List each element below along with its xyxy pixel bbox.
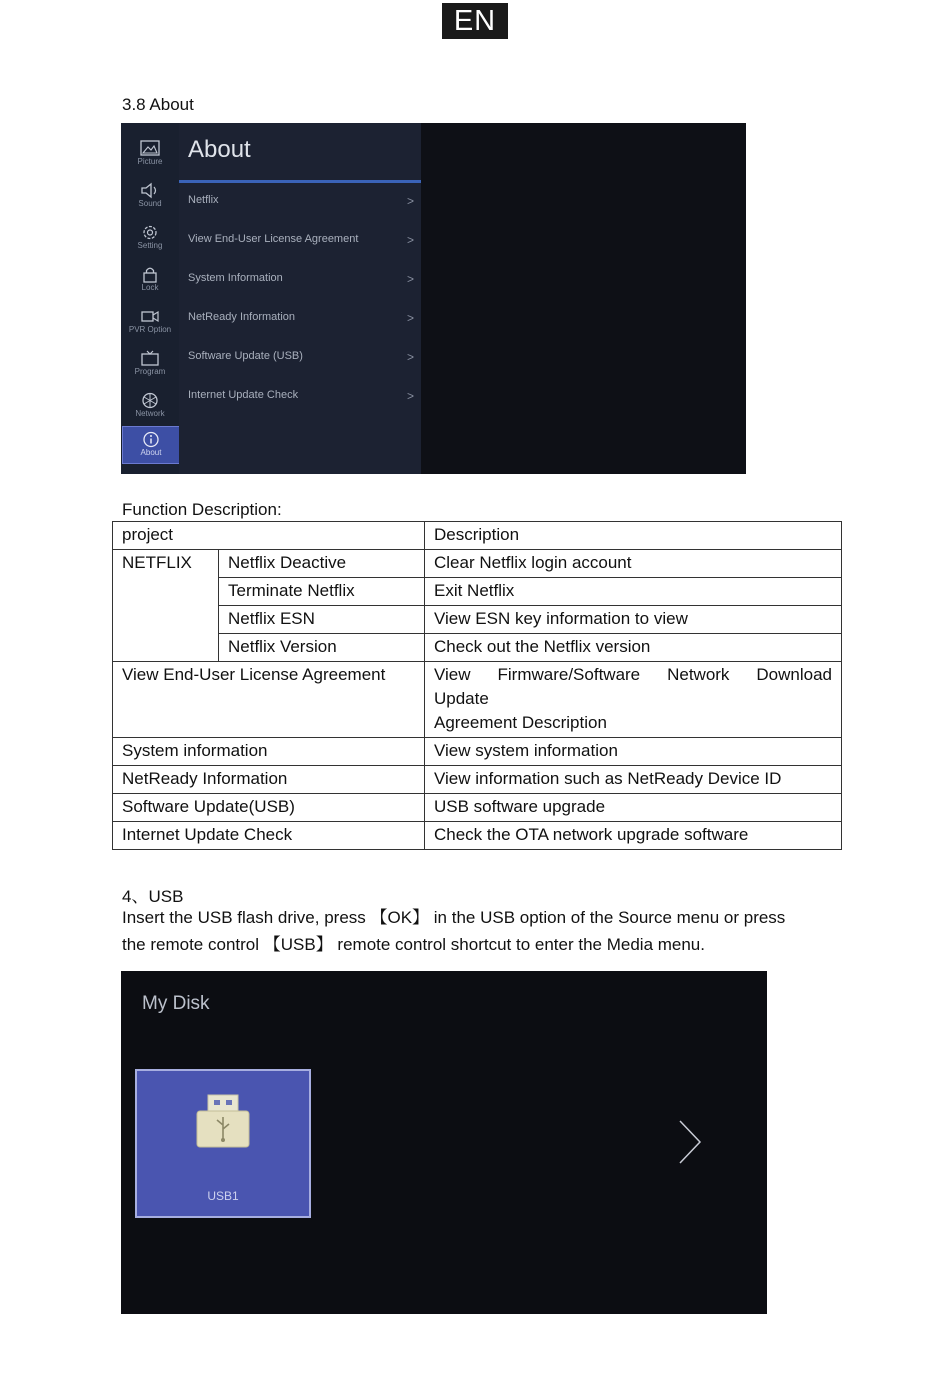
table-cell: View End-User License Agreement — [113, 662, 425, 738]
table-cell: Netflix ESN — [219, 606, 425, 634]
about-panel — [179, 123, 421, 474]
lock-icon — [140, 266, 160, 283]
chevron-right-icon: > — [406, 350, 414, 364]
table-cell: View system information — [425, 738, 842, 766]
usb-drive-icon — [194, 1093, 252, 1151]
menu-item-label: View End-User License Agreement — [188, 233, 359, 245]
header-project: project — [113, 522, 425, 550]
rail-item-picture[interactable] — [121, 136, 179, 176]
rail-item-pvr-option[interactable] — [121, 304, 179, 344]
rail-item-network[interactable] — [121, 388, 179, 428]
table-cell: Terminate Netflix — [219, 578, 425, 606]
table-row — [113, 662, 842, 738]
rail-item-lock[interactable] — [121, 262, 179, 302]
table-cell: Internet Update Check — [113, 822, 425, 850]
table-cell: View ESN key information to view — [425, 606, 842, 634]
table-row — [113, 766, 842, 794]
rail-label: Network — [135, 409, 165, 418]
gear-icon — [140, 224, 160, 241]
section-title-about: 3.8 About — [122, 95, 194, 114]
table-row — [113, 606, 842, 634]
paragraph-line: the remote control 【USB】 remote control shortcut to enter the Media menu. — [122, 935, 705, 954]
usb1-label: USB1 — [207, 1189, 239, 1203]
section-title-usb: 4、USB — [122, 887, 184, 906]
rail-label: Setting — [137, 241, 163, 250]
tv-media-screenshot — [121, 971, 767, 1314]
speaker-icon — [140, 182, 160, 199]
table-cell: View information such as NetReady Device ID — [425, 766, 842, 794]
menu-item-netflix[interactable] — [188, 194, 414, 214]
language-badge: EN — [442, 3, 508, 39]
picture-icon — [140, 140, 160, 157]
table-cell: Software Update(USB) — [113, 794, 425, 822]
table-cell-line: Agreement Description — [434, 713, 607, 732]
rail-label: PVR Option — [128, 325, 172, 334]
menu-item-label: Netflix — [188, 194, 219, 206]
panel-title: About — [188, 136, 251, 163]
chevron-right-icon[interactable] — [677, 1119, 703, 1165]
usb1-tile[interactable] — [135, 1069, 311, 1218]
table-cell: Exit Netflix — [425, 578, 842, 606]
table-cell: Clear Netflix login account — [425, 550, 842, 578]
chevron-right-icon: > — [406, 311, 414, 325]
table-cell: NetReady Information — [113, 766, 425, 794]
table-cell: Netflix Version — [219, 634, 425, 662]
header-description: Description — [425, 522, 842, 550]
table-row — [113, 634, 842, 662]
netflix-group-cell: NETFLIX — [113, 550, 219, 662]
table-cell-line: View Firmware/Software Network Download — [434, 665, 832, 684]
table-cell — [425, 662, 842, 738]
paragraph-line: Insert the USB flash drive, press 【OK】 in the USB option of the Source menu or press — [122, 908, 786, 927]
rail-label: Program — [134, 367, 166, 376]
table-cell: Check the OTA network upgrade software — [425, 822, 842, 850]
menu-item-internet-update-check[interactable] — [188, 389, 414, 409]
table-cell: USB software upgrade — [425, 794, 842, 822]
rail-item-setting[interactable] — [121, 220, 179, 260]
tv-about-screenshot — [121, 123, 746, 474]
settings-rail — [121, 123, 179, 474]
table-row — [113, 738, 842, 766]
table-row — [113, 822, 842, 850]
menu-item-eula[interactable] — [188, 233, 414, 253]
rail-label: Picture — [137, 157, 163, 166]
table-cell: Netflix Deactive — [219, 550, 425, 578]
menu-item-netready-information[interactable] — [188, 311, 414, 331]
menu-item-label: NetReady Information — [188, 311, 295, 323]
menu-item-label: Internet Update Check — [188, 389, 299, 401]
table-row — [113, 550, 842, 578]
panel-divider — [179, 180, 421, 183]
info-icon — [141, 431, 161, 448]
my-disk-title: My Disk — [142, 993, 210, 1014]
chevron-right-icon: > — [406, 272, 414, 286]
chevron-right-icon: > — [406, 233, 414, 247]
rail-item-about[interactable] — [122, 426, 180, 464]
table-cell-line: Update — [434, 689, 489, 708]
table-row — [113, 794, 842, 822]
menu-item-label: Software Update (USB) — [188, 350, 303, 362]
usb-instructions — [122, 904, 842, 958]
function-description-heading: Function Description: — [122, 500, 282, 519]
rail-item-program[interactable] — [121, 346, 179, 386]
rail-item-sound[interactable] — [121, 178, 179, 218]
rail-label: About — [140, 448, 162, 457]
menu-item-label: System Information — [188, 272, 283, 284]
rail-label: Sound — [138, 199, 162, 208]
table-row — [113, 578, 842, 606]
table-cell: Check out the Netflix version — [425, 634, 842, 662]
menu-item-software-update-usb[interactable] — [188, 350, 414, 370]
globe-icon — [140, 392, 160, 409]
function-description-table — [112, 521, 842, 850]
table-header-row — [113, 522, 842, 550]
camera-icon — [140, 308, 160, 325]
chevron-right-icon: > — [406, 194, 414, 208]
table-cell: System information — [113, 738, 425, 766]
tv-icon — [140, 350, 160, 367]
menu-item-system-information[interactable] — [188, 272, 414, 292]
rail-label: Lock — [141, 283, 159, 292]
chevron-right-icon: > — [406, 389, 414, 403]
